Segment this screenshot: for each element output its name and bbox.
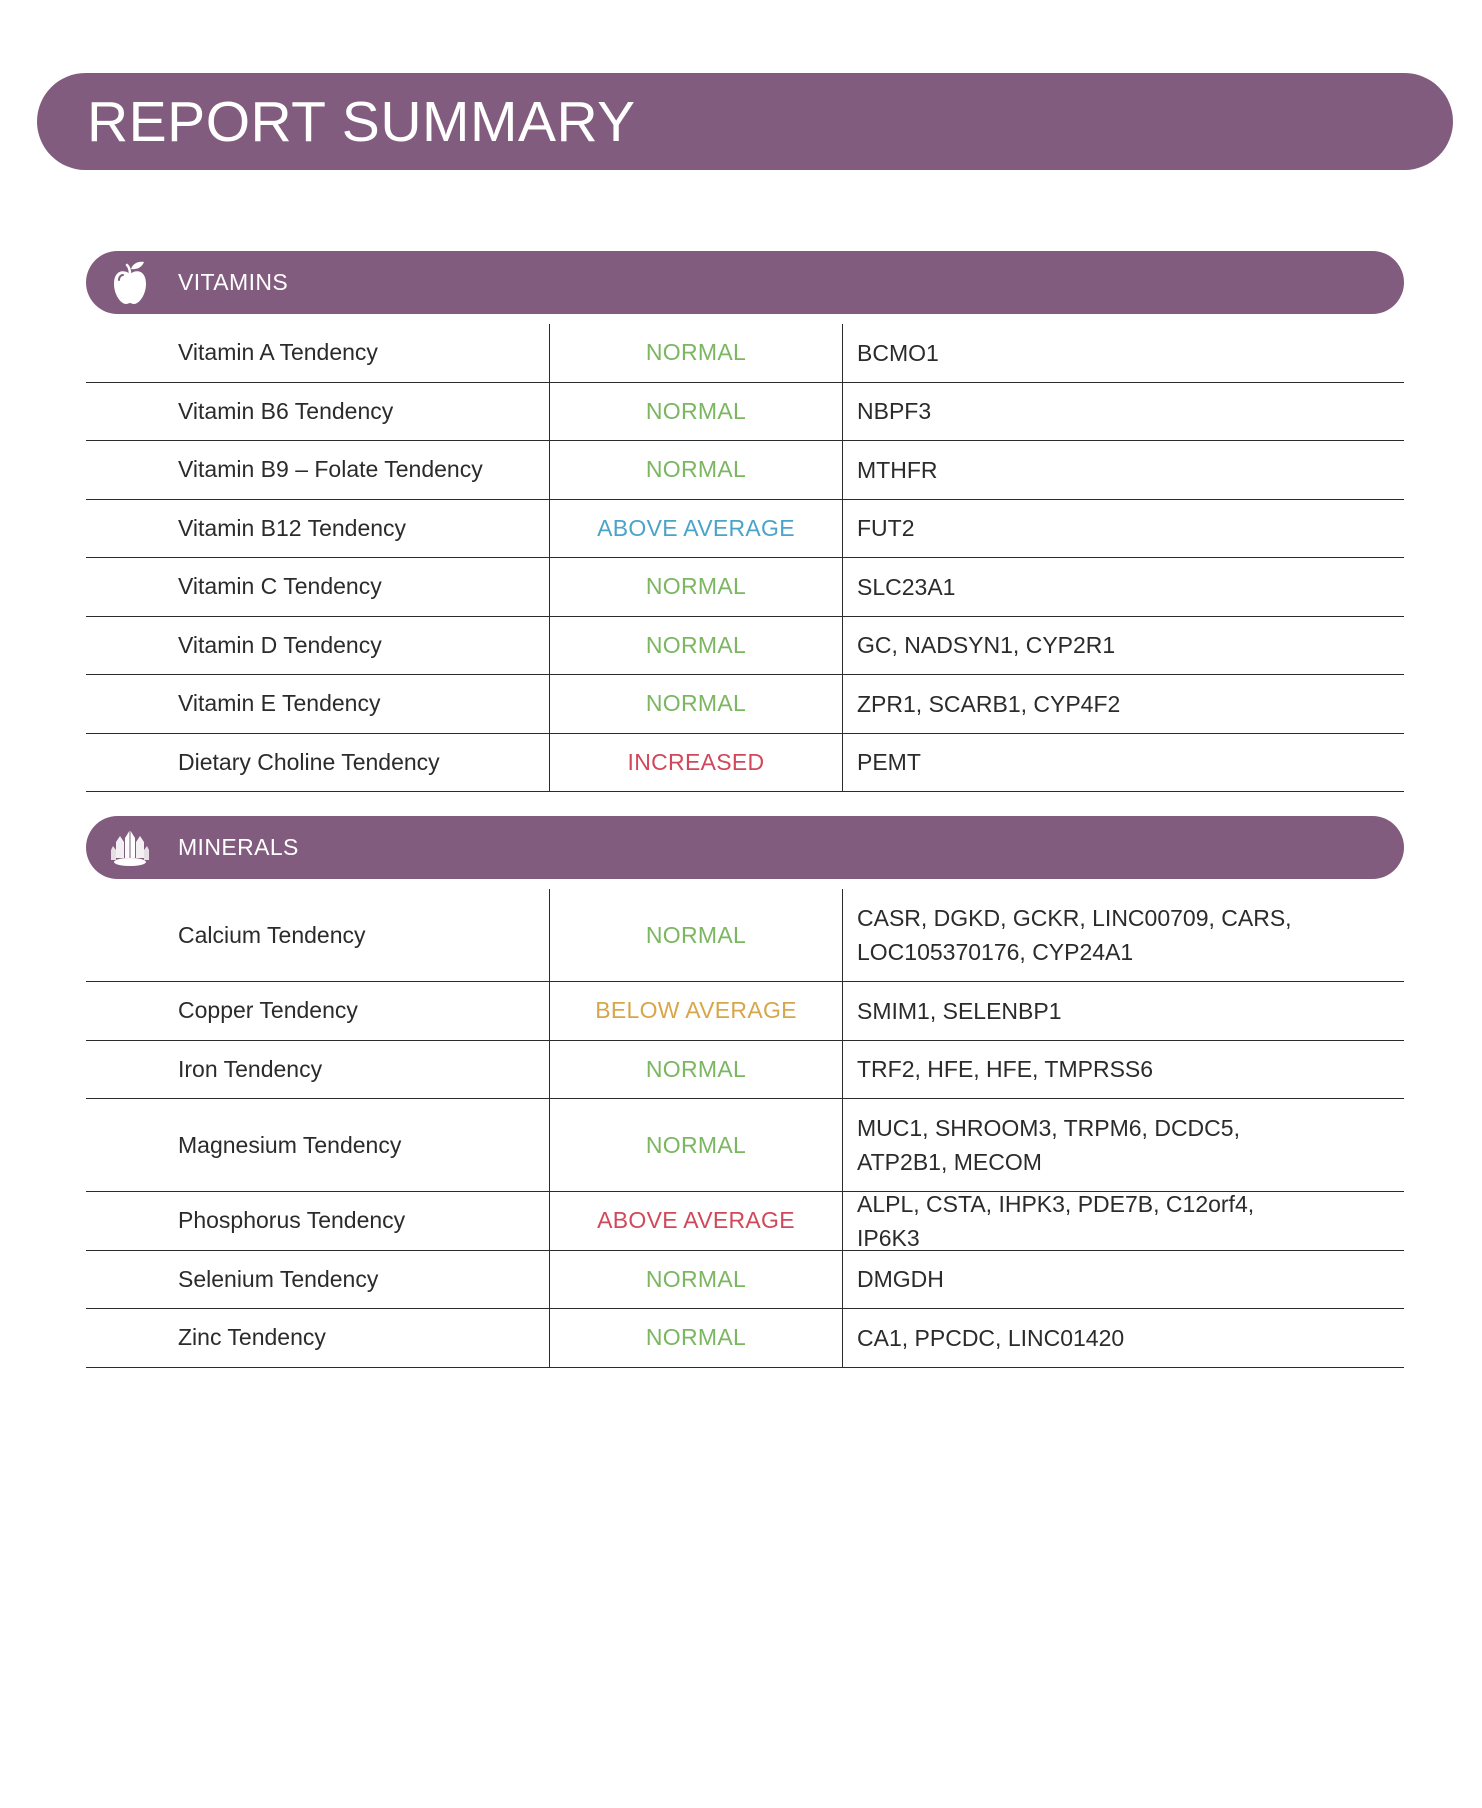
- table-row: [86, 558, 1404, 617]
- apple-icon: [110, 260, 150, 306]
- minerals-table: [86, 889, 1404, 1368]
- nutrient-name: Vitamin B12 Tendency: [86, 500, 550, 558]
- vitamins-section-title: VITAMINS: [178, 269, 289, 295]
- gene-list: SLC23A1: [857, 573, 956, 600]
- status-badge: INCREASED: [550, 734, 843, 792]
- vitamins-table: [86, 324, 1404, 792]
- table-row: [86, 1041, 1404, 1100]
- page-title-bar: [37, 73, 1453, 170]
- nutrient-name: Vitamin D Tendency: [86, 617, 550, 675]
- nutrient-name: Dietary Choline Tendency: [86, 734, 550, 792]
- status-badge: NORMAL: [550, 441, 843, 499]
- status-badge: NORMAL: [550, 1309, 843, 1367]
- table-row: [86, 1099, 1404, 1192]
- nutrient-name: Copper Tendency: [86, 982, 550, 1040]
- status-badge: NORMAL: [550, 675, 843, 733]
- gene-list: CASR, DGKD, GCKR, LINC00709, CARS, LOC105370176, CYP24A1: [857, 905, 1292, 965]
- table-row: [86, 1251, 1404, 1310]
- gene-list: MTHFR: [857, 456, 938, 483]
- nutrient-name: Phosphorus Tendency: [86, 1192, 550, 1250]
- nutrient-name: Selenium Tendency: [86, 1251, 550, 1309]
- gene-list: GC, NADSYN1, CYP2R1: [857, 632, 1116, 659]
- status-badge: NORMAL: [550, 1099, 843, 1191]
- table-row: [86, 982, 1404, 1041]
- gene-list: DMGDH: [857, 1266, 944, 1293]
- minerals-section: [86, 816, 1404, 1368]
- nutrient-name: Magnesium Tendency: [86, 1099, 550, 1191]
- gene-list: SMIM1, SELENBP1: [857, 997, 1062, 1024]
- status-badge: NORMAL: [550, 324, 843, 382]
- status-badge: NORMAL: [550, 889, 843, 981]
- status-badge: BELOW AVERAGE: [550, 982, 843, 1040]
- table-row: [86, 734, 1404, 793]
- gene-list: ALPL, CSTA, IHPK3, PDE7B, C12orf4, IP6K3: [857, 1190, 1255, 1251]
- minerals-section-header: [86, 816, 1404, 879]
- minerals-section-title: MINERALS: [178, 834, 299, 860]
- nutrient-name: Vitamin B6 Tendency: [86, 383, 550, 441]
- table-row: [86, 1309, 1404, 1368]
- gene-list: PEMT: [857, 749, 921, 776]
- table-row: [86, 500, 1404, 559]
- page-title: REPORT SUMMARY: [87, 89, 636, 154]
- table-row: [86, 383, 1404, 442]
- table-row: [86, 889, 1404, 982]
- nutrient-name: Calcium Tendency: [86, 889, 550, 981]
- status-badge: NORMAL: [550, 558, 843, 616]
- nutrient-name: Zinc Tendency: [86, 1309, 550, 1367]
- gene-list: BCMO1: [857, 339, 939, 366]
- status-badge: ABOVE AVERAGE: [550, 1192, 843, 1250]
- gene-list: MUC1, SHROOM3, TRPM6, DCDC5, ATP2B1, MECOM: [857, 1115, 1240, 1175]
- nutrient-name: Vitamin E Tendency: [86, 675, 550, 733]
- table-row: [86, 324, 1404, 383]
- status-badge: NORMAL: [550, 383, 843, 441]
- nutrient-name: Vitamin B9 – Folate Tendency: [86, 441, 550, 499]
- nutrient-name: Vitamin C Tendency: [86, 558, 550, 616]
- table-row: [86, 617, 1404, 676]
- status-badge: ABOVE AVERAGE: [550, 500, 843, 558]
- gene-list: ZPR1, SCARB1, CYP4F2: [857, 690, 1121, 717]
- status-badge: NORMAL: [550, 1041, 843, 1099]
- table-row: [86, 1192, 1404, 1251]
- nutrient-name: Vitamin A Tendency: [86, 324, 550, 382]
- status-badge: NORMAL: [550, 1251, 843, 1309]
- status-badge: NORMAL: [550, 617, 843, 675]
- gene-list: CA1, PPCDC, LINC01420: [857, 1324, 1125, 1351]
- table-row: [86, 441, 1404, 500]
- vitamins-section: [86, 251, 1404, 792]
- nutrient-name: Iron Tendency: [86, 1041, 550, 1099]
- vitamins-section-header: [86, 251, 1404, 314]
- gene-list: TRF2, HFE, HFE, TMPRSS6: [857, 1056, 1154, 1083]
- table-row: [86, 675, 1404, 734]
- gene-list: NBPF3: [857, 398, 932, 425]
- crystal-icon: [110, 825, 150, 871]
- gene-list: FUT2: [857, 515, 915, 542]
